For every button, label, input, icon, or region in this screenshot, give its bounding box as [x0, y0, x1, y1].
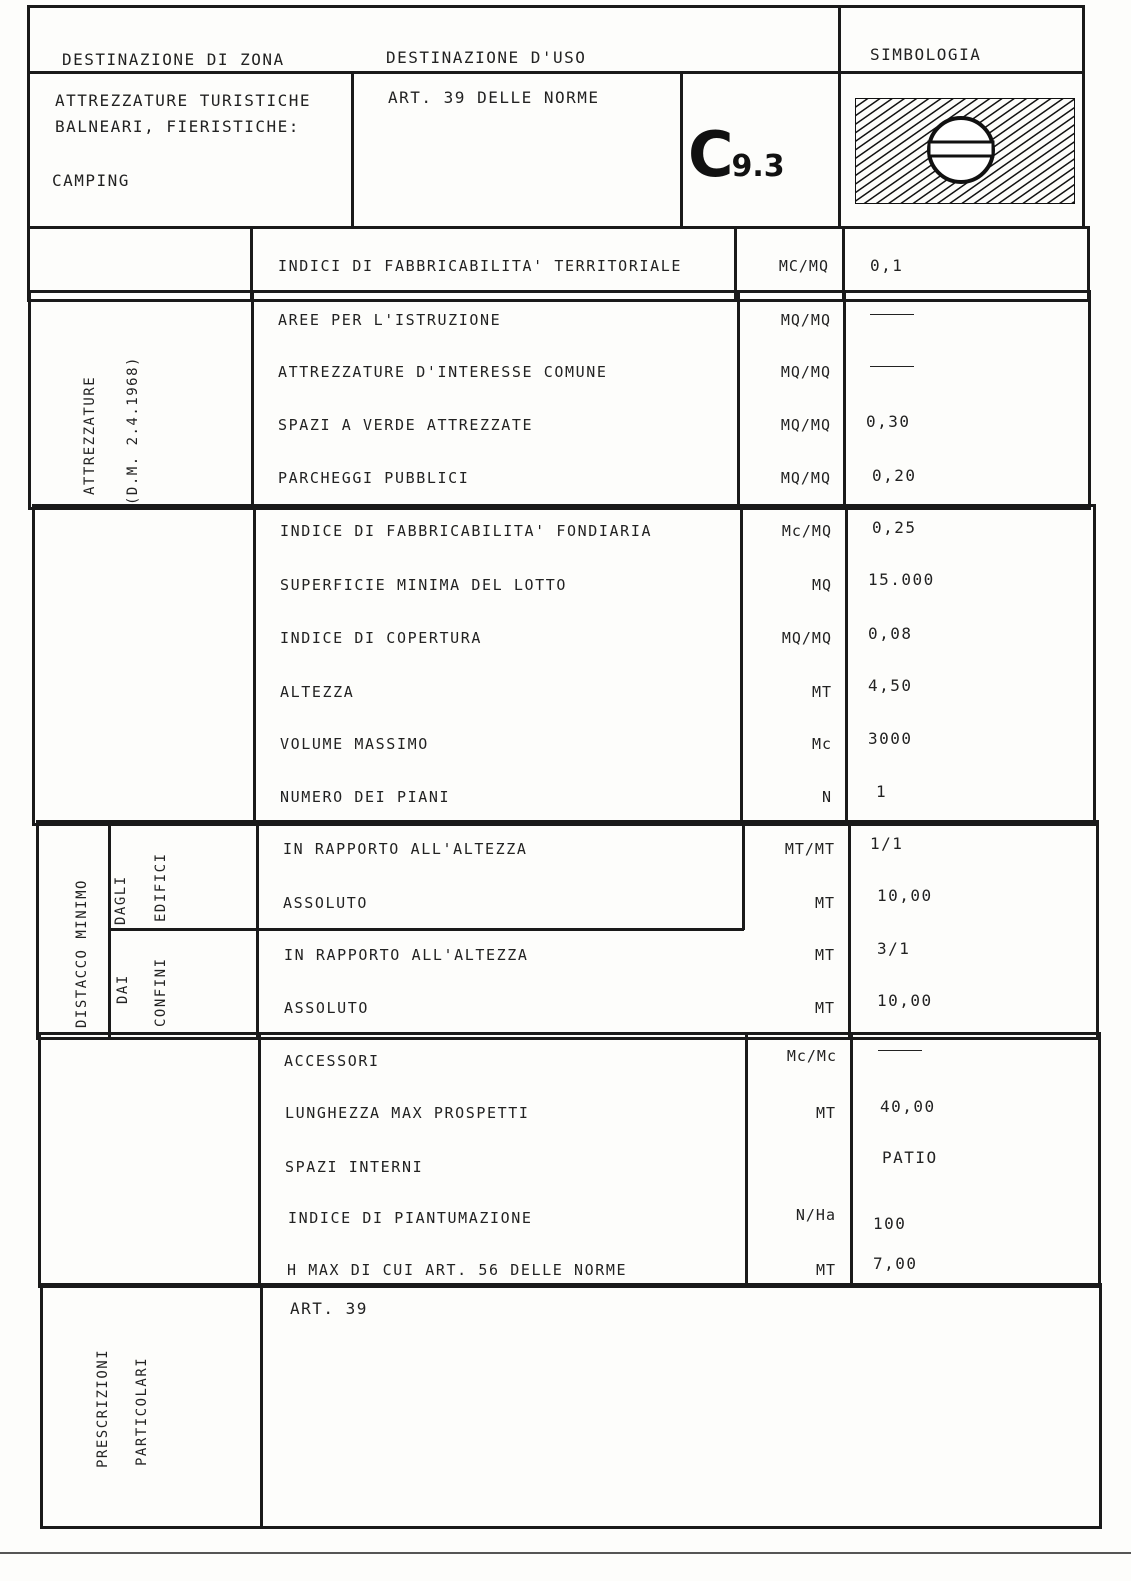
- row-label: VOLUME MASSIMO: [280, 735, 429, 753]
- table-row: [280, 576, 832, 600]
- row-label: ATTREZZATURE D'INTERESSE COMUNE: [278, 363, 608, 381]
- row-label: SPAZI A VERDE ATTREZZATE: [278, 416, 534, 434]
- row-label: ASSOLUTO: [283, 894, 369, 912]
- header-vline-3: [680, 71, 683, 229]
- table-row: [283, 894, 835, 918]
- row-value-dash: [878, 1040, 922, 1059]
- table-row: [288, 1206, 836, 1233]
- row-label: PARCHEGGI PUBBLICI: [278, 469, 470, 487]
- page-bottom-edge: [0, 1552, 1131, 1554]
- table-row: [280, 522, 832, 546]
- row-value-dash: [870, 304, 914, 323]
- table-row: [278, 416, 831, 440]
- fondiaria-vline-b: [740, 504, 743, 826]
- row-unit: MC/MQ: [778, 257, 829, 275]
- row-label: SUPERFICIE MINIMA DEL LOTTO: [280, 576, 568, 594]
- dash-mark: [878, 1050, 922, 1051]
- row-label: IN RAPPORTO ALL'ALTEZZA: [283, 840, 528, 858]
- accessori-vline-c: [850, 1032, 853, 1288]
- zone-code: [688, 118, 785, 191]
- row-unit: MT: [814, 999, 835, 1017]
- zona-line-3: CAMPING: [52, 171, 130, 190]
- zona-header-label: DESTINAZIONE DI ZONA: [62, 50, 285, 69]
- attrezzature-subtitle: (D.M. 2.4.1968): [125, 356, 141, 505]
- dash-mark: [870, 314, 914, 315]
- row-label: H MAX DI CUI ART. 56 DELLE NORME: [287, 1261, 628, 1279]
- row-label: SPAZI INTERNI: [285, 1158, 424, 1176]
- row-unit: MQ: [811, 576, 832, 594]
- row-value: 7,00: [873, 1254, 918, 1273]
- table-row: [284, 1047, 837, 1076]
- row-label: INDICE DI FABBRICABILITA' FONDIARIA: [280, 522, 653, 540]
- row-unit: MQ/MQ: [781, 629, 832, 647]
- row-unit: MQ/MQ: [780, 416, 831, 434]
- attrezzature-title: ATTREZZATURE: [82, 375, 98, 495]
- fondiaria-block: [32, 504, 1096, 826]
- table-row: [280, 788, 832, 812]
- row-label: IN RAPPORTO ALL'ALTEZZA: [284, 946, 529, 964]
- table-row: [280, 629, 832, 653]
- row-value: 1/1: [870, 834, 904, 853]
- prescrizioni-title: PRESCRIZIONI: [95, 1348, 111, 1468]
- row-unit: MQ/MQ: [780, 469, 831, 487]
- row-value: 0,30: [866, 412, 911, 431]
- row-unit: Mc/Mc: [786, 1047, 837, 1065]
- particolari-title: PARTICOLARI: [134, 1356, 150, 1466]
- edifici-label: EDIFICI: [153, 852, 169, 922]
- row-label: ALTEZZA: [280, 683, 355, 701]
- table-row: [278, 311, 831, 335]
- row-label: ACCESSORI: [284, 1052, 380, 1070]
- row-label: NUMERO DEI PIANI: [280, 788, 451, 806]
- dai-label: DAI: [115, 974, 131, 1004]
- row-value: 4,50: [868, 676, 913, 695]
- zone-code-number: 9.3: [731, 149, 785, 184]
- row-unit: MT: [814, 946, 835, 964]
- row-unit: MQ/MQ: [780, 311, 831, 329]
- header-vline-2: [351, 71, 354, 229]
- row-label: AREE PER L'ISTRUZIONE: [278, 311, 502, 329]
- header-divider: [27, 71, 1085, 74]
- row-unit: MT: [814, 894, 835, 912]
- simbologia-header-label: SIMBOLOGIA: [870, 45, 982, 64]
- row-unit: MT: [815, 1261, 836, 1279]
- distacco-vline-d: [848, 820, 851, 1040]
- row-value: 0,25: [872, 518, 917, 537]
- confini-label: CONFINI: [153, 957, 169, 1027]
- zona-line-2: BALNEARI, FIERISTICHE:: [55, 117, 300, 136]
- row-value: 3/1: [877, 939, 911, 958]
- row-unit: Mc/MQ: [781, 522, 832, 540]
- row-unit: MT: [815, 1104, 836, 1122]
- dash-mark: [870, 366, 914, 367]
- table-row: [287, 1261, 836, 1285]
- row-value: 100: [873, 1214, 907, 1233]
- attrezzature-vline-c: [843, 290, 846, 510]
- attrezzature-vline-a: [251, 290, 254, 510]
- row-value: 0,08: [868, 624, 913, 643]
- uso-value: ART. 39 DELLE NORME: [388, 88, 600, 107]
- uso-header-label: DESTINAZIONE D'USO: [386, 48, 587, 67]
- dagli-label: DAGLI: [113, 875, 129, 925]
- table-row: [278, 469, 831, 493]
- row-label: INDICE DI PIANTUMAZIONE: [288, 1209, 533, 1227]
- prescrizioni-value: ART. 39: [290, 1299, 368, 1318]
- zone-code-letter: C: [688, 118, 732, 191]
- row-label: LUNGHEZZA MAX PROSPETTI: [285, 1104, 530, 1122]
- table-row: [284, 946, 835, 970]
- row-value: 10,00: [877, 886, 933, 905]
- zona-line-1: ATTREZZATURE TURISTICHE: [55, 91, 312, 110]
- distacco-title: DISTACCO MINIMO: [74, 879, 90, 1028]
- fondiaria-vline-c: [845, 504, 848, 826]
- distacco-mid-line: [108, 928, 744, 931]
- row-value: 0,1: [870, 256, 904, 275]
- prescrizioni-block: [40, 1283, 1102, 1529]
- header-vline-1: [838, 5, 841, 229]
- table-row: [280, 735, 832, 759]
- table-row: [278, 363, 831, 387]
- row-unit: N: [821, 788, 832, 806]
- row-label: INDICI DI FABBRICABILITA' TERRITORIALE: [278, 257, 682, 275]
- hatched-camping-symbol-icon: [855, 98, 1075, 204]
- table-row: [283, 840, 835, 864]
- table-row: [285, 1158, 836, 1182]
- row-label: ASSOLUTO: [284, 999, 370, 1017]
- row-value: 15.000: [868, 570, 935, 589]
- row-unit: MT/MT: [784, 840, 835, 858]
- prescrizioni-vline: [260, 1283, 263, 1529]
- table-row: [278, 257, 833, 281]
- table-row: [285, 1104, 836, 1128]
- accessori-vline-a: [258, 1032, 261, 1288]
- table-row: [280, 683, 832, 707]
- row-unit: Mc: [811, 735, 832, 753]
- row-value: 1: [876, 782, 888, 801]
- row-unit: N/Ha: [795, 1206, 836, 1224]
- row-value-dash: [870, 356, 914, 375]
- row-value: 40,00: [880, 1097, 936, 1116]
- row-label: INDICE DI COPERTURA: [280, 629, 482, 647]
- row-value: 0,20: [872, 466, 917, 485]
- row-value: 3000: [868, 729, 913, 748]
- row-unit: MQ/MQ: [780, 363, 831, 381]
- fondiaria-vline-a: [253, 504, 256, 826]
- row-value: PATIO: [882, 1148, 938, 1167]
- row-value: 10,00: [877, 991, 933, 1010]
- row-unit: MT: [811, 683, 832, 701]
- table-row: [284, 999, 835, 1023]
